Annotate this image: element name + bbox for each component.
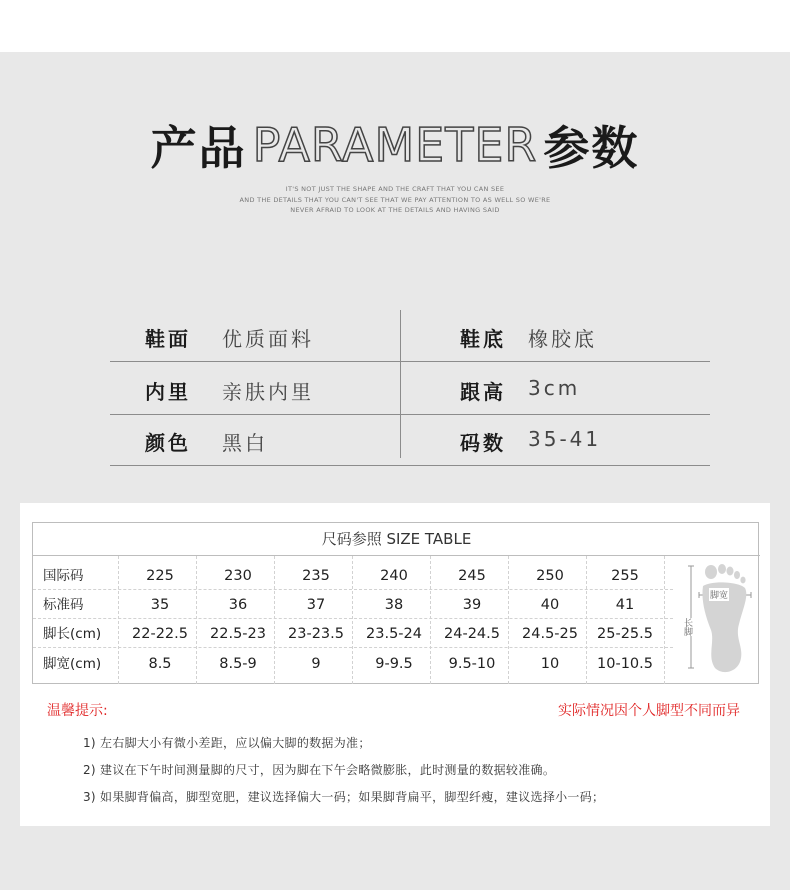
- tip-item: 1) 左右脚大小有微小差距，应以偏大脚的数据为准；: [83, 736, 371, 750]
- param-label: 跟高: [460, 380, 506, 404]
- size-cell: 38: [384, 597, 404, 613]
- param-value: 橡胶底: [528, 327, 597, 351]
- size-cell: 8.5: [148, 656, 172, 672]
- size-row: [33, 591, 673, 620]
- size-cell: 255: [611, 568, 639, 584]
- size-cell: 24-24.5: [444, 626, 500, 642]
- size-card: [20, 503, 770, 826]
- size-cell: 36: [228, 597, 248, 613]
- size-cell: 24.5-25: [522, 626, 578, 642]
- size-cell: 10-10.5: [597, 656, 653, 672]
- param-label: 内里: [145, 380, 191, 404]
- subtitle-line: AND THE DETAILS THAT YOU CAN'T SEE THAT WE PAY ATTENTION TO AS WELL SO WE'RE: [239, 195, 551, 204]
- size-cell: 225: [146, 568, 174, 584]
- title-cn-right: 参数: [543, 121, 640, 175]
- size-row: [33, 562, 673, 591]
- size-cell: 9.5-10: [448, 656, 496, 672]
- size-cell: 39: [462, 597, 482, 613]
- title-cn-left: 产品: [150, 121, 247, 175]
- size-cell: 40: [540, 597, 560, 613]
- subtitle-line: NEVER AFRAID TO LOOK AT THE DETAILS AND HAVING SAID: [290, 206, 500, 214]
- tip-item: 3) 如果脚背偏高，脚型宽肥，建议选择偏大一码；如果脚背扁平，脚型纤瘦，建议选择小一码；: [83, 790, 605, 804]
- size-table-title: 尺码参照 SIZE TABLE: [33, 523, 760, 556]
- param-value: 亲肤内里: [222, 380, 314, 404]
- foot-length-label: 长脚: [682, 618, 692, 636]
- size-cell: 9: [311, 656, 321, 672]
- size-cell: 22.5-23: [210, 626, 266, 642]
- param-value: 35-41: [528, 427, 602, 451]
- param-label: 鞋底: [460, 327, 506, 351]
- size-cell: 230: [224, 568, 252, 584]
- size-cell: 22-22.5: [132, 626, 188, 642]
- size-row-label: 脚宽(cm): [43, 656, 102, 672]
- size-row-label: 国际码: [43, 568, 84, 584]
- parameter-table: [110, 310, 710, 465]
- foot-diagram: [683, 560, 753, 678]
- param-value: 3cm: [528, 376, 581, 400]
- size-cell: 23-23.5: [288, 626, 344, 642]
- size-cell: 41: [615, 597, 635, 613]
- size-cell: 10: [540, 656, 560, 672]
- title-en: PARAMETER: [252, 118, 538, 172]
- param-label: 码数: [460, 431, 506, 455]
- size-table: [32, 522, 759, 684]
- param-label: 颜色: [145, 431, 191, 455]
- tips-note: 实际情况因个人脚型不同而异: [558, 703, 740, 719]
- page-title: [0, 112, 790, 178]
- size-cell: 37: [306, 597, 326, 613]
- parameter-row: [110, 363, 710, 415]
- param-label: 鞋面: [145, 327, 191, 351]
- parameter-row: [110, 310, 710, 362]
- param-value: 优质面料: [222, 327, 314, 351]
- foot-width-label: 脚宽: [709, 588, 729, 601]
- size-cell: 9-9.5: [375, 656, 413, 672]
- size-cell: 35: [150, 597, 170, 613]
- parameter-row: [110, 414, 710, 466]
- size-row-label: 标准码: [43, 597, 84, 613]
- size-row-label: 脚长(cm): [43, 626, 102, 642]
- size-cell: 240: [380, 568, 408, 584]
- size-cell: 25-25.5: [597, 626, 653, 642]
- size-cell: 23.5-24: [366, 626, 422, 642]
- param-value: 黑白: [222, 431, 268, 455]
- size-row: [33, 650, 673, 679]
- size-cell: 250: [536, 568, 564, 584]
- size-cell: 245: [458, 568, 486, 584]
- tip-item: 2) 建议在下午时间测量脚的尺寸，因为脚在下午会略微膨胀，此时测量的数据较准确。: [83, 763, 556, 777]
- size-cell: 8.5-9: [219, 656, 257, 672]
- subtitle: [0, 184, 790, 216]
- tips-heading: 温馨提示:: [47, 703, 108, 719]
- size-row: [33, 620, 673, 649]
- size-cell: 235: [302, 568, 330, 584]
- subtitle-line: IT'S NOT JUST THE SHAPE AND THE CRAFT THAT YOU CAN SEE: [285, 185, 505, 193]
